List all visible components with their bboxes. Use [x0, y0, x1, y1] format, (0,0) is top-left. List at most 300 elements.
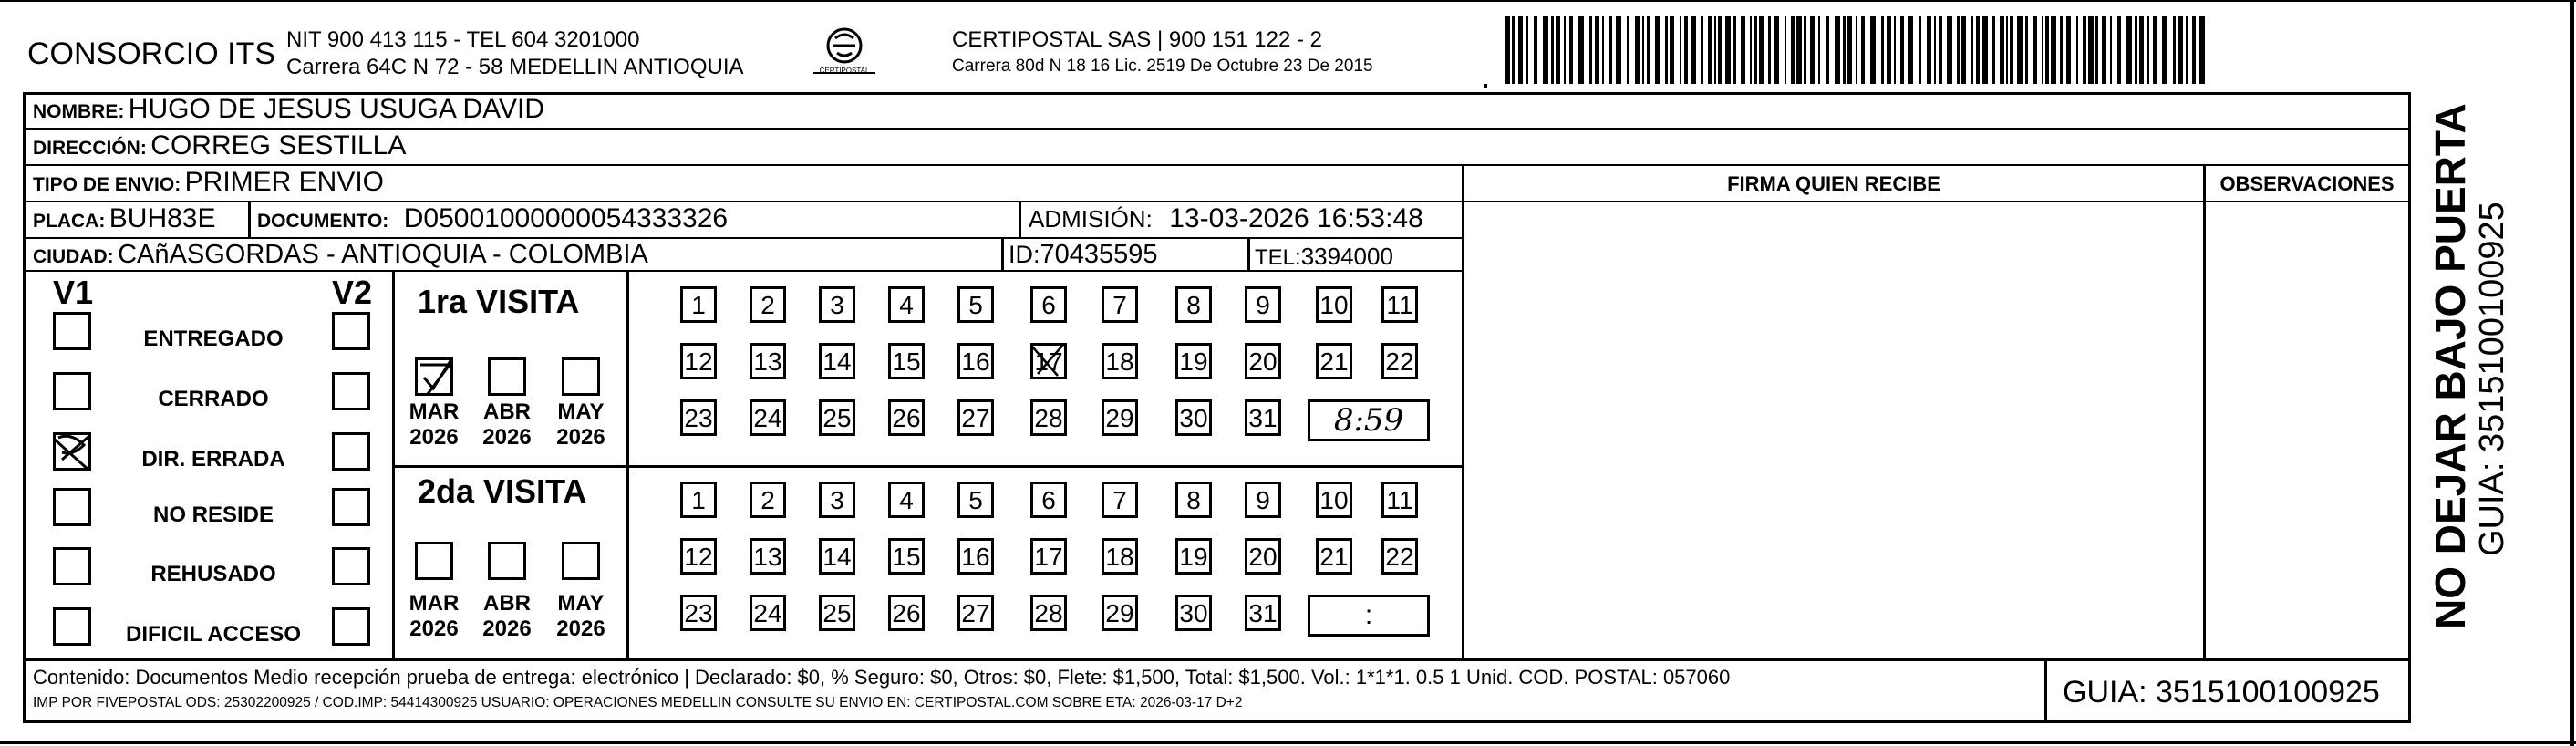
day-box[interactable] — [750, 482, 786, 518]
day-box[interactable] — [957, 482, 994, 518]
day-number: 16 — [961, 543, 990, 571]
month-year: 2026 — [482, 616, 532, 641]
day-number: 24 — [753, 404, 782, 432]
month-name: MAY — [557, 399, 605, 424]
barcode-bar — [2000, 16, 2004, 84]
barcode-bar — [1861, 16, 1865, 84]
day-box[interactable] — [680, 399, 717, 436]
day-number: 18 — [1105, 347, 1134, 376]
barcode-bar — [2117, 16, 2121, 84]
right-rule — [2570, 0, 2574, 746]
v1-checkbox[interactable] — [53, 432, 91, 471]
day-number: 14 — [822, 347, 852, 376]
barcode-bar — [1556, 16, 1560, 84]
firma-header: FIRMA QUIEN RECIBE — [1727, 172, 1940, 195]
barcode-bar — [1818, 16, 1820, 84]
tipo-row — [33, 167, 384, 198]
day-box[interactable] — [1245, 399, 1281, 436]
day-box[interactable] — [1245, 482, 1281, 518]
day-number: 6 — [1041, 486, 1056, 514]
company-name: CONSORCIO ITS — [27, 36, 276, 71]
barcode-bar — [2199, 16, 2205, 84]
time-placeholder: : — [1364, 600, 1373, 630]
barcode-bar — [2033, 16, 2037, 84]
placa-value: BUH83E — [109, 203, 216, 233]
day-box[interactable] — [750, 343, 786, 379]
admision-label: ADMISIÓN: — [1029, 205, 1153, 233]
tel-sep — [1247, 237, 1250, 272]
day-number: 31 — [1248, 404, 1278, 432]
status-option-label: CERRADO — [158, 387, 269, 411]
main-right — [2408, 92, 2411, 723]
nombre-value: HUGO DE JESUS USUGA DAVID — [128, 94, 544, 124]
barcode-bar — [1718, 16, 1722, 84]
day-box[interactable] — [888, 482, 925, 518]
barcode-bar — [2126, 16, 2132, 84]
barcode-bar — [1774, 16, 1779, 84]
side-guia-text: GUIA: 3515100100925 — [2473, 202, 2511, 556]
day-number: 13 — [753, 543, 782, 571]
day-box[interactable] — [1102, 343, 1138, 379]
barcode-bar — [1655, 16, 1660, 84]
day-box[interactable] — [680, 286, 717, 323]
month-name: MAY — [557, 591, 605, 616]
barcode-bar — [1785, 16, 1786, 84]
month-label — [398, 399, 471, 451]
status-sep — [392, 270, 395, 658]
day-box[interactable] — [888, 538, 925, 575]
day-box[interactable] — [1245, 595, 1281, 631]
day-box[interactable] — [1102, 399, 1138, 436]
barcode-bar — [1894, 16, 1896, 84]
month-label — [471, 399, 543, 451]
day-number: 30 — [1179, 599, 1208, 627]
barcode-bar — [1791, 16, 1795, 84]
barcode-bar — [2088, 16, 2094, 84]
day-number: 2 — [760, 486, 775, 514]
day-number: 10 — [1319, 486, 1349, 514]
day-number: 11 — [1386, 291, 1413, 319]
day-number: 28 — [1034, 404, 1063, 432]
row-line-1 — [23, 128, 2411, 130]
day-number: 9 — [1256, 486, 1270, 514]
company-address: Carrera 64C N 72 - 58 MEDELLIN ANTIOQUIA — [286, 55, 744, 79]
documento-label: DOCUMENTO: — [257, 211, 389, 232]
day-number: 14 — [822, 543, 852, 571]
day-number: 22 — [1385, 347, 1414, 376]
status-option-label: ENTREGADO — [143, 326, 284, 351]
barcode-bar — [1609, 16, 1612, 84]
day-box[interactable] — [957, 399, 994, 436]
ciudad-label: CIUDAD: — [33, 246, 114, 267]
header-dot — [1484, 84, 1487, 88]
month-name: ABR — [483, 591, 531, 616]
barcode-bar — [1512, 16, 1515, 84]
day-box[interactable] — [1175, 482, 1212, 518]
day-box[interactable] — [1381, 482, 1418, 518]
first-visit-title: 1ra VISITA — [418, 283, 580, 320]
barcode-bar — [1768, 16, 1771, 84]
v1-checkbox[interactable] — [53, 312, 91, 350]
barcode-bar — [1870, 16, 1876, 84]
day-box[interactable] — [1030, 538, 1067, 575]
day-box[interactable] — [1245, 286, 1281, 323]
barcode-bar — [1569, 16, 1573, 84]
status-option-label: REHUSADO — [150, 562, 276, 586]
barcode-bar — [1616, 16, 1621, 84]
barcode-bar — [1796, 16, 1802, 84]
day-number: 6 — [1041, 291, 1056, 319]
day-box[interactable] — [819, 595, 855, 631]
barcode-bar — [2025, 16, 2028, 84]
obs-left — [2203, 164, 2206, 658]
month-year: 2026 — [409, 616, 459, 641]
day-box[interactable] — [1316, 343, 1352, 379]
day-box[interactable] — [750, 286, 786, 323]
day-number: 27 — [961, 599, 990, 627]
day-box[interactable] — [1175, 399, 1212, 436]
month-year: 2026 — [409, 425, 459, 450]
admision-cell — [1029, 203, 1423, 234]
certipostal-line: CERTIPOSTAL SAS | 900 151 122 - 2 — [952, 27, 1322, 52]
barcode-bar — [1642, 16, 1644, 84]
barcode-bar — [1725, 16, 1731, 84]
barcode-bar — [1741, 16, 1745, 84]
day-box[interactable] — [1381, 286, 1418, 323]
v2-checkbox[interactable] — [332, 372, 370, 410]
barcode-bar — [2186, 16, 2188, 84]
id-label: ID: — [1009, 241, 1040, 268]
v2-checkbox[interactable] — [332, 607, 370, 646]
barcode-bar — [1835, 16, 1840, 84]
barcode-bar — [1908, 16, 1913, 84]
day-number: 1 — [691, 291, 706, 319]
barcode-bar — [2066, 16, 2071, 84]
barcode-bar — [1804, 16, 1806, 84]
barcode-bar — [2006, 16, 2008, 84]
footer-guia: GUIA: 3515100100925 — [2063, 675, 2380, 710]
barcode-bar — [1564, 16, 1566, 84]
day-number: 2 — [760, 291, 775, 319]
v2-label: V2 — [332, 274, 373, 311]
day-box[interactable] — [680, 343, 717, 379]
second-visit-time[interactable] — [1308, 595, 1430, 637]
barcode-bar — [1505, 16, 1510, 84]
day-number: 5 — [968, 486, 983, 514]
month-checkbox[interactable] — [562, 542, 600, 580]
day-number: 21 — [1319, 543, 1349, 571]
month-checkbox[interactable] — [488, 542, 526, 580]
month-name: ABR — [483, 399, 531, 424]
documento-value: D05001000000054333326 — [403, 203, 729, 233]
day-box[interactable] — [1030, 595, 1067, 631]
status-option-label: DIFICIL ACCESO — [125, 622, 301, 647]
barcode-bar — [1680, 16, 1681, 84]
day-box[interactable] — [957, 538, 994, 575]
day-number: 19 — [1179, 543, 1208, 571]
v1-label: V1 — [53, 274, 94, 311]
month-label — [471, 591, 543, 642]
day-number: 30 — [1179, 404, 1208, 432]
first-visit-time[interactable] — [1308, 399, 1430, 441]
barcode-bar — [2139, 16, 2144, 84]
barcode-bar — [1750, 16, 1752, 84]
second-visit-title: 2da VISITA — [418, 472, 587, 510]
footer-guia-sep — [2044, 658, 2047, 722]
v1-checkbox[interactable] — [53, 488, 91, 526]
barcode-bar — [1826, 16, 1829, 84]
barcode-bar — [2076, 16, 2078, 84]
day-box[interactable] — [819, 286, 855, 323]
day-number: 28 — [1034, 599, 1063, 627]
id-value: 70435595 — [1040, 240, 1158, 269]
day-number: 26 — [892, 404, 921, 432]
barcode-bar — [2045, 16, 2049, 84]
certipostal-logo — [810, 26, 879, 80]
barcode-bar — [1526, 16, 1528, 84]
day-box[interactable] — [819, 538, 855, 575]
day-number: 26 — [892, 599, 921, 627]
row-line-2 — [23, 164, 2411, 166]
day-box[interactable] — [1316, 538, 1352, 575]
barcode-bar — [1847, 16, 1852, 84]
barcode-bar — [1982, 16, 1988, 84]
v2-checkbox[interactable] — [332, 432, 370, 471]
day-number: 12 — [684, 347, 713, 376]
barcode-bar — [1701, 16, 1703, 84]
barcode-bar — [2083, 16, 2086, 84]
day-box[interactable] — [750, 595, 786, 631]
barcode-bar — [2173, 16, 2176, 84]
ciudad-value: CAñASGORDAS - ANTIOQUIA - COLOMBIA — [118, 240, 648, 269]
day-number: 20 — [1248, 347, 1278, 376]
day-number: 13 — [753, 347, 782, 376]
barcode-bar — [1900, 16, 1904, 84]
day-number: 20 — [1248, 543, 1278, 571]
barcode-bar — [2042, 16, 2043, 84]
barcode-bar — [2178, 16, 2183, 84]
day-box[interactable] — [957, 286, 994, 323]
placa-label: PLACA: — [33, 211, 106, 232]
month-checkbox[interactable] — [488, 357, 526, 396]
day-box[interactable] — [1316, 482, 1352, 518]
day-box[interactable] — [680, 595, 717, 631]
barcode-bar — [1992, 16, 1995, 84]
barcode-bar — [1595, 16, 1599, 84]
day-box[interactable] — [750, 538, 786, 575]
day-number: 25 — [822, 599, 852, 627]
day-box[interactable] — [750, 399, 786, 436]
day-box[interactable] — [1175, 538, 1212, 575]
barcode-bar — [1627, 16, 1629, 84]
day-number: 7 — [1112, 486, 1127, 514]
status-option-label: DIR. ERRADA — [141, 447, 285, 471]
firma-header-line — [1462, 201, 2410, 202]
day-box[interactable] — [888, 343, 925, 379]
day-box[interactable] — [1175, 343, 1212, 379]
barcode-bar — [1754, 16, 1757, 84]
day-box[interactable] — [1245, 343, 1281, 379]
month-year: 2026 — [556, 616, 605, 641]
barcode-bar — [2162, 16, 2167, 84]
day-number: 12 — [684, 543, 713, 571]
footer-top — [23, 658, 2411, 661]
barcode-bar — [1635, 16, 1640, 84]
firma-left — [1462, 164, 1464, 658]
barcode-bar — [2017, 16, 2023, 84]
barcode-bar — [1578, 16, 1584, 84]
barcode-bar — [2102, 16, 2106, 84]
tipo-label: TIPO DE ENVIO: — [33, 174, 181, 195]
month-checkbox[interactable] — [415, 357, 453, 396]
day-number: 15 — [892, 543, 921, 571]
tipo-value: PRIMER ENVIO — [184, 167, 385, 197]
month-checkbox[interactable] — [562, 357, 600, 396]
day-number: 8 — [1186, 486, 1201, 514]
logo-text: CERTIPOSTAL — [819, 67, 870, 75]
day-number: 17 — [1034, 543, 1063, 571]
barcode-bar — [1670, 16, 1674, 84]
barcode-bar — [1684, 16, 1688, 84]
id-sep — [1001, 237, 1004, 272]
day-number: 18 — [1105, 543, 1134, 571]
tel-cell — [1255, 243, 1393, 271]
day-number: 4 — [899, 486, 914, 514]
barcode-bar — [1759, 16, 1764, 84]
day-box[interactable] — [888, 399, 925, 436]
day-number: 23 — [684, 404, 713, 432]
month-label — [398, 591, 471, 642]
day-box[interactable] — [819, 343, 855, 379]
day-number: 4 — [899, 291, 914, 319]
barcode-bar — [2192, 16, 2196, 84]
day-box[interactable] — [1316, 286, 1352, 323]
day-box[interactable] — [957, 595, 994, 631]
barcode-bar — [1551, 16, 1554, 84]
tel-value: 3394000 — [1300, 243, 1393, 270]
barcode-bar — [1691, 16, 1696, 84]
barcode-bar — [1934, 16, 1936, 84]
month-checkbox[interactable] — [415, 542, 453, 580]
month-name: MAR — [409, 591, 460, 616]
barcode-bar — [2060, 16, 2063, 84]
direccion-row — [33, 130, 406, 161]
day-number: 25 — [822, 404, 852, 432]
day-number: 3 — [830, 291, 844, 319]
placa-cell — [33, 203, 216, 234]
day-number: 10 — [1319, 291, 1349, 319]
direccion-label: DIRECCIÓN: — [33, 138, 147, 159]
day-box[interactable] — [819, 482, 855, 518]
v2-checkbox[interactable] — [332, 488, 370, 526]
v2-checkbox[interactable] — [332, 547, 370, 585]
barcode-bar — [1602, 16, 1604, 84]
barcode-bar — [2051, 16, 2056, 84]
day-box[interactable] — [1102, 482, 1138, 518]
visit-split — [392, 465, 1464, 468]
day-box[interactable] — [1102, 538, 1138, 575]
barcode-bar — [1919, 16, 1921, 84]
v1-checkbox[interactable] — [53, 607, 91, 646]
v2-checkbox[interactable] — [332, 312, 370, 350]
nit-line: NIT 900 413 115 - TEL 604 3201000 — [286, 27, 640, 52]
day-number: 23 — [684, 599, 713, 627]
day-box[interactable] — [1030, 482, 1067, 518]
barcode-bar — [1957, 16, 1960, 84]
barcode-bar — [1647, 16, 1650, 84]
day-number: 1 — [691, 486, 706, 514]
v1-checkbox[interactable] — [53, 372, 91, 410]
day-box[interactable] — [680, 538, 717, 575]
day-box[interactable] — [1381, 343, 1418, 379]
bottom-rule — [0, 741, 2576, 744]
day-box[interactable] — [957, 343, 994, 379]
day-number: 3 — [830, 486, 844, 514]
barcode-bar — [1708, 16, 1712, 84]
month-label — [544, 399, 617, 451]
admision-sep — [1019, 201, 1021, 237]
side-notice-text: NO DEJAR BAJO PUERTA — [2426, 103, 2474, 629]
barcode-bar — [2153, 16, 2157, 84]
barcode-bar — [1534, 16, 1537, 84]
month-year: 2026 — [556, 425, 605, 450]
month-year: 2026 — [482, 425, 532, 450]
barcode-bar — [1887, 16, 1891, 84]
day-number: 17 — [1034, 347, 1063, 376]
v1-checkbox[interactable] — [53, 547, 91, 585]
barcode-bar — [2010, 16, 2013, 84]
barcode-bar — [1947, 16, 1952, 84]
observaciones-header: OBSERVACIONES — [2219, 172, 2395, 195]
barcode — [1505, 16, 2216, 84]
placa-sep — [248, 201, 251, 237]
top-rule — [0, 0, 2576, 2]
barcode-bar — [1665, 16, 1668, 84]
day-number: 8 — [1186, 291, 1201, 319]
day-number: 21 — [1319, 347, 1349, 376]
barcode-bar — [1733, 16, 1736, 84]
barcode-bar — [1714, 16, 1716, 84]
day-box[interactable] — [1030, 286, 1067, 323]
side-notice — [2426, 64, 2477, 629]
day-box[interactable] — [680, 482, 717, 518]
footer-contenido: Contenido: Documentos Medio recepción prueba de entrega: electrónico | Declarado: $0, % Seguro: $0, Otros: $0, Flete: $1,500, Total: $1,500. Vol.: 1*1*1. 0.5 1 Unid. COD. POSTAL: 057060 — [33, 666, 1731, 689]
day-box[interactable] — [1030, 399, 1067, 436]
nombre-label: NOMBRE: — [33, 101, 125, 122]
day-box[interactable] — [1381, 538, 1418, 575]
visit-month-sep — [626, 270, 629, 658]
day-box[interactable] — [1030, 343, 1067, 379]
day-box[interactable] — [1102, 595, 1138, 631]
day-box[interactable] — [1102, 286, 1138, 323]
day-box[interactable] — [819, 399, 855, 436]
barcode-bar — [1939, 16, 1942, 84]
barcode-bar — [2095, 16, 2098, 84]
day-number: 27 — [961, 404, 990, 432]
day-box[interactable] — [1175, 286, 1212, 323]
day-number: 22 — [1385, 543, 1414, 571]
footer-imp: IMP POR FIVEPOSTAL ODS: 25302200925 / COD.IMP: 54414300925 USUARIO: OPERACIONES MEDELLIN CONSULTE SU ENVIO EN: CERTIPOSTAL.COM SOBRE ETA: 2026-03-17 D+2 — [33, 695, 1243, 710]
barcode-bar — [1843, 16, 1846, 84]
day-number: 29 — [1105, 599, 1134, 627]
day-box[interactable] — [888, 595, 925, 631]
day-box[interactable] — [1245, 538, 1281, 575]
barcode-bar — [1976, 16, 1980, 84]
day-box[interactable] — [888, 286, 925, 323]
barcode-bar — [1927, 16, 1931, 84]
day-box[interactable] — [1175, 595, 1212, 631]
main-left — [23, 92, 26, 723]
